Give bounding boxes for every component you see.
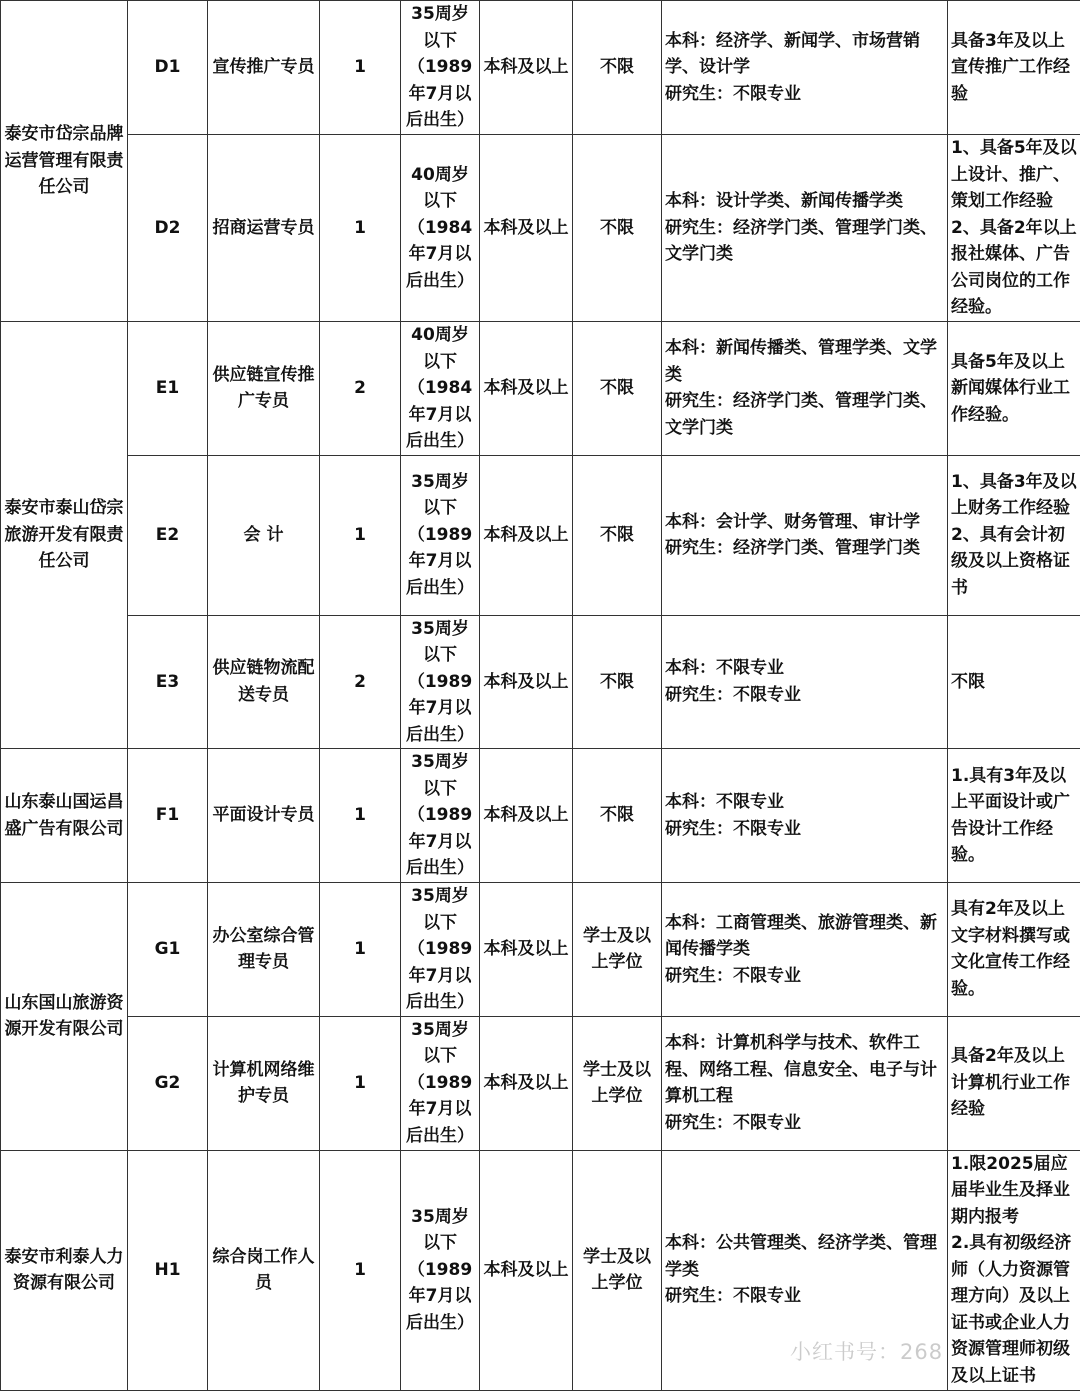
position-name: 办公室综合管理专员 (208, 883, 320, 1017)
table-row (1, 749, 1080, 883)
degree-requirement: 学士及以上学位 (573, 1016, 662, 1150)
degree-requirement: 不限 (573, 615, 662, 749)
age-requirement: 35周岁以下（1989年7月以后出生） (401, 455, 480, 615)
other-requirement: 1.具有3年及以上平面设计或广告设计工作经验。 (948, 749, 1080, 883)
position-code: G2 (128, 1016, 208, 1150)
table-row (1, 615, 1080, 749)
age-requirement: 35周岁以下（1989年7月以后出生） (401, 883, 480, 1017)
major-requirement: 本科：公共管理类、经济学类、管理学类 研究生：不限专业 (662, 1150, 948, 1390)
other-requirement: 具备3年及以上宣传推广工作经验 (948, 1, 1080, 135)
position-name: 招商运营专员 (208, 135, 320, 322)
education-requirement: 本科及以上 (480, 322, 573, 456)
age-requirement: 40周岁以下（1984年7月以后出生） (401, 322, 480, 456)
table-row (1, 1016, 1080, 1150)
position-code: E2 (128, 455, 208, 615)
position-code: H1 (128, 1150, 208, 1390)
company-name: 山东泰山国运昌盛广告有限公司 (1, 749, 128, 883)
education-requirement: 本科及以上 (480, 749, 573, 883)
major-requirement: 本科：会计学、财务管理、审计学 研究生：经济学门类、管理学门类 (662, 455, 948, 615)
major-requirement: 本科：不限专业 研究生：不限专业 (662, 615, 948, 749)
major-requirement: 本科：不限专业 研究生：不限专业 (662, 749, 948, 883)
table-row (1, 455, 1080, 615)
education-requirement: 本科及以上 (480, 1150, 573, 1390)
age-requirement: 35周岁以下（1989年7月以后出生） (401, 1, 480, 135)
degree-requirement: 不限 (573, 749, 662, 883)
degree-requirement: 不限 (573, 1, 662, 135)
hire-count: 1 (320, 1150, 401, 1390)
position-code: G1 (128, 883, 208, 1017)
position-code: D1 (128, 1, 208, 135)
position-code: D2 (128, 135, 208, 322)
age-requirement: 40周岁以下（1984年7月以后出生） (401, 135, 480, 322)
other-requirement: 不限 (948, 615, 1080, 749)
company-name: 泰安市泰山岱宗旅游开发有限责任公司 (1, 322, 128, 749)
company-name: 泰安市岱宗品牌运营管理有限责任公司 (1, 1, 128, 322)
age-requirement: 35周岁以下（1989年7月以后出生） (401, 1016, 480, 1150)
other-requirement: 1、具备5年及以上设计、推广、策划工作经验 2、具备2年以上报社媒体、广告公司岗位的工作经验。 (948, 135, 1080, 322)
company-name: 山东国山旅游资源开发有限公司 (1, 883, 128, 1151)
table-row (1, 1, 1080, 135)
education-requirement: 本科及以上 (480, 455, 573, 615)
position-name: 会 计 (208, 455, 320, 615)
other-requirement: 具备5年及以上新闻媒体行业工作经验。 (948, 322, 1080, 456)
education-requirement: 本科及以上 (480, 135, 573, 322)
position-name: 宣传推广专员 (208, 1, 320, 135)
education-requirement: 本科及以上 (480, 1016, 573, 1150)
education-requirement: 本科及以上 (480, 883, 573, 1017)
position-code: E1 (128, 322, 208, 456)
degree-requirement: 不限 (573, 135, 662, 322)
position-code: F1 (128, 749, 208, 883)
hire-count: 2 (320, 615, 401, 749)
major-requirement: 本科：工商管理类、旅游管理类、新闻传播学类 研究生：不限专业 (662, 883, 948, 1017)
other-requirement: 具有2年及以上文字材料撰写或文化宣传工作经验。 (948, 883, 1080, 1017)
hire-count: 1 (320, 883, 401, 1017)
education-requirement: 本科及以上 (480, 1, 573, 135)
major-requirement: 本科：经济学、新闻学、市场营销学、设计学 研究生：不限专业 (662, 1, 948, 135)
position-name: 计算机网络维护专员 (208, 1016, 320, 1150)
watermark-text: 小红书号：268 (790, 1336, 943, 1366)
hire-count: 2 (320, 322, 401, 456)
table-row (1, 322, 1080, 456)
degree-requirement: 学士及以上学位 (573, 883, 662, 1017)
age-requirement: 35周岁以下（1989年7月以后出生） (401, 615, 480, 749)
age-requirement: 35周岁以下（1989年7月以后出生） (401, 1150, 480, 1390)
degree-requirement: 不限 (573, 322, 662, 456)
hire-count: 1 (320, 135, 401, 322)
position-code: E3 (128, 615, 208, 749)
age-requirement: 35周岁以下（1989年7月以后出生） (401, 749, 480, 883)
table-row (1, 883, 1080, 1017)
hire-count: 1 (320, 749, 401, 883)
position-name: 供应链宣传推广专员 (208, 322, 320, 456)
major-requirement: 本科：计算机科学与技术、软件工程、网络工程、信息安全、电子与计算机工程 研究生：不限专业 (662, 1016, 948, 1150)
other-requirement: 具备2年及以上计算机行业工作经验 (948, 1016, 1080, 1150)
hire-count: 1 (320, 455, 401, 615)
table-row (1, 135, 1080, 322)
company-name: 泰安市利泰人力资源有限公司 (1, 1150, 128, 1390)
degree-requirement: 不限 (573, 455, 662, 615)
education-requirement: 本科及以上 (480, 615, 573, 749)
position-name: 平面设计专员 (208, 749, 320, 883)
major-requirement: 本科：设计学类、新闻传播学类 研究生：经济学门类、管理学门类、文学门类 (662, 135, 948, 322)
degree-requirement: 学士及以上学位 (573, 1150, 662, 1390)
hire-count: 1 (320, 1016, 401, 1150)
other-requirement: 1、具备3年及以上财务工作经验 2、具有会计初级及以上资格证书 (948, 455, 1080, 615)
position-name: 综合岗工作人员 (208, 1150, 320, 1390)
position-name: 供应链物流配送专员 (208, 615, 320, 749)
major-requirement: 本科：新闻传播类、管理学类、文学类 研究生：经济学门类、管理学门类、文学门类 (662, 322, 948, 456)
hire-count: 1 (320, 1, 401, 135)
other-requirement: 1.限2025届应届毕业生及择业期内报考 2.具有初级经济师（人力资源管理方向）及以上证书或企业人力资源管理师初级及以上证书 (948, 1150, 1080, 1390)
